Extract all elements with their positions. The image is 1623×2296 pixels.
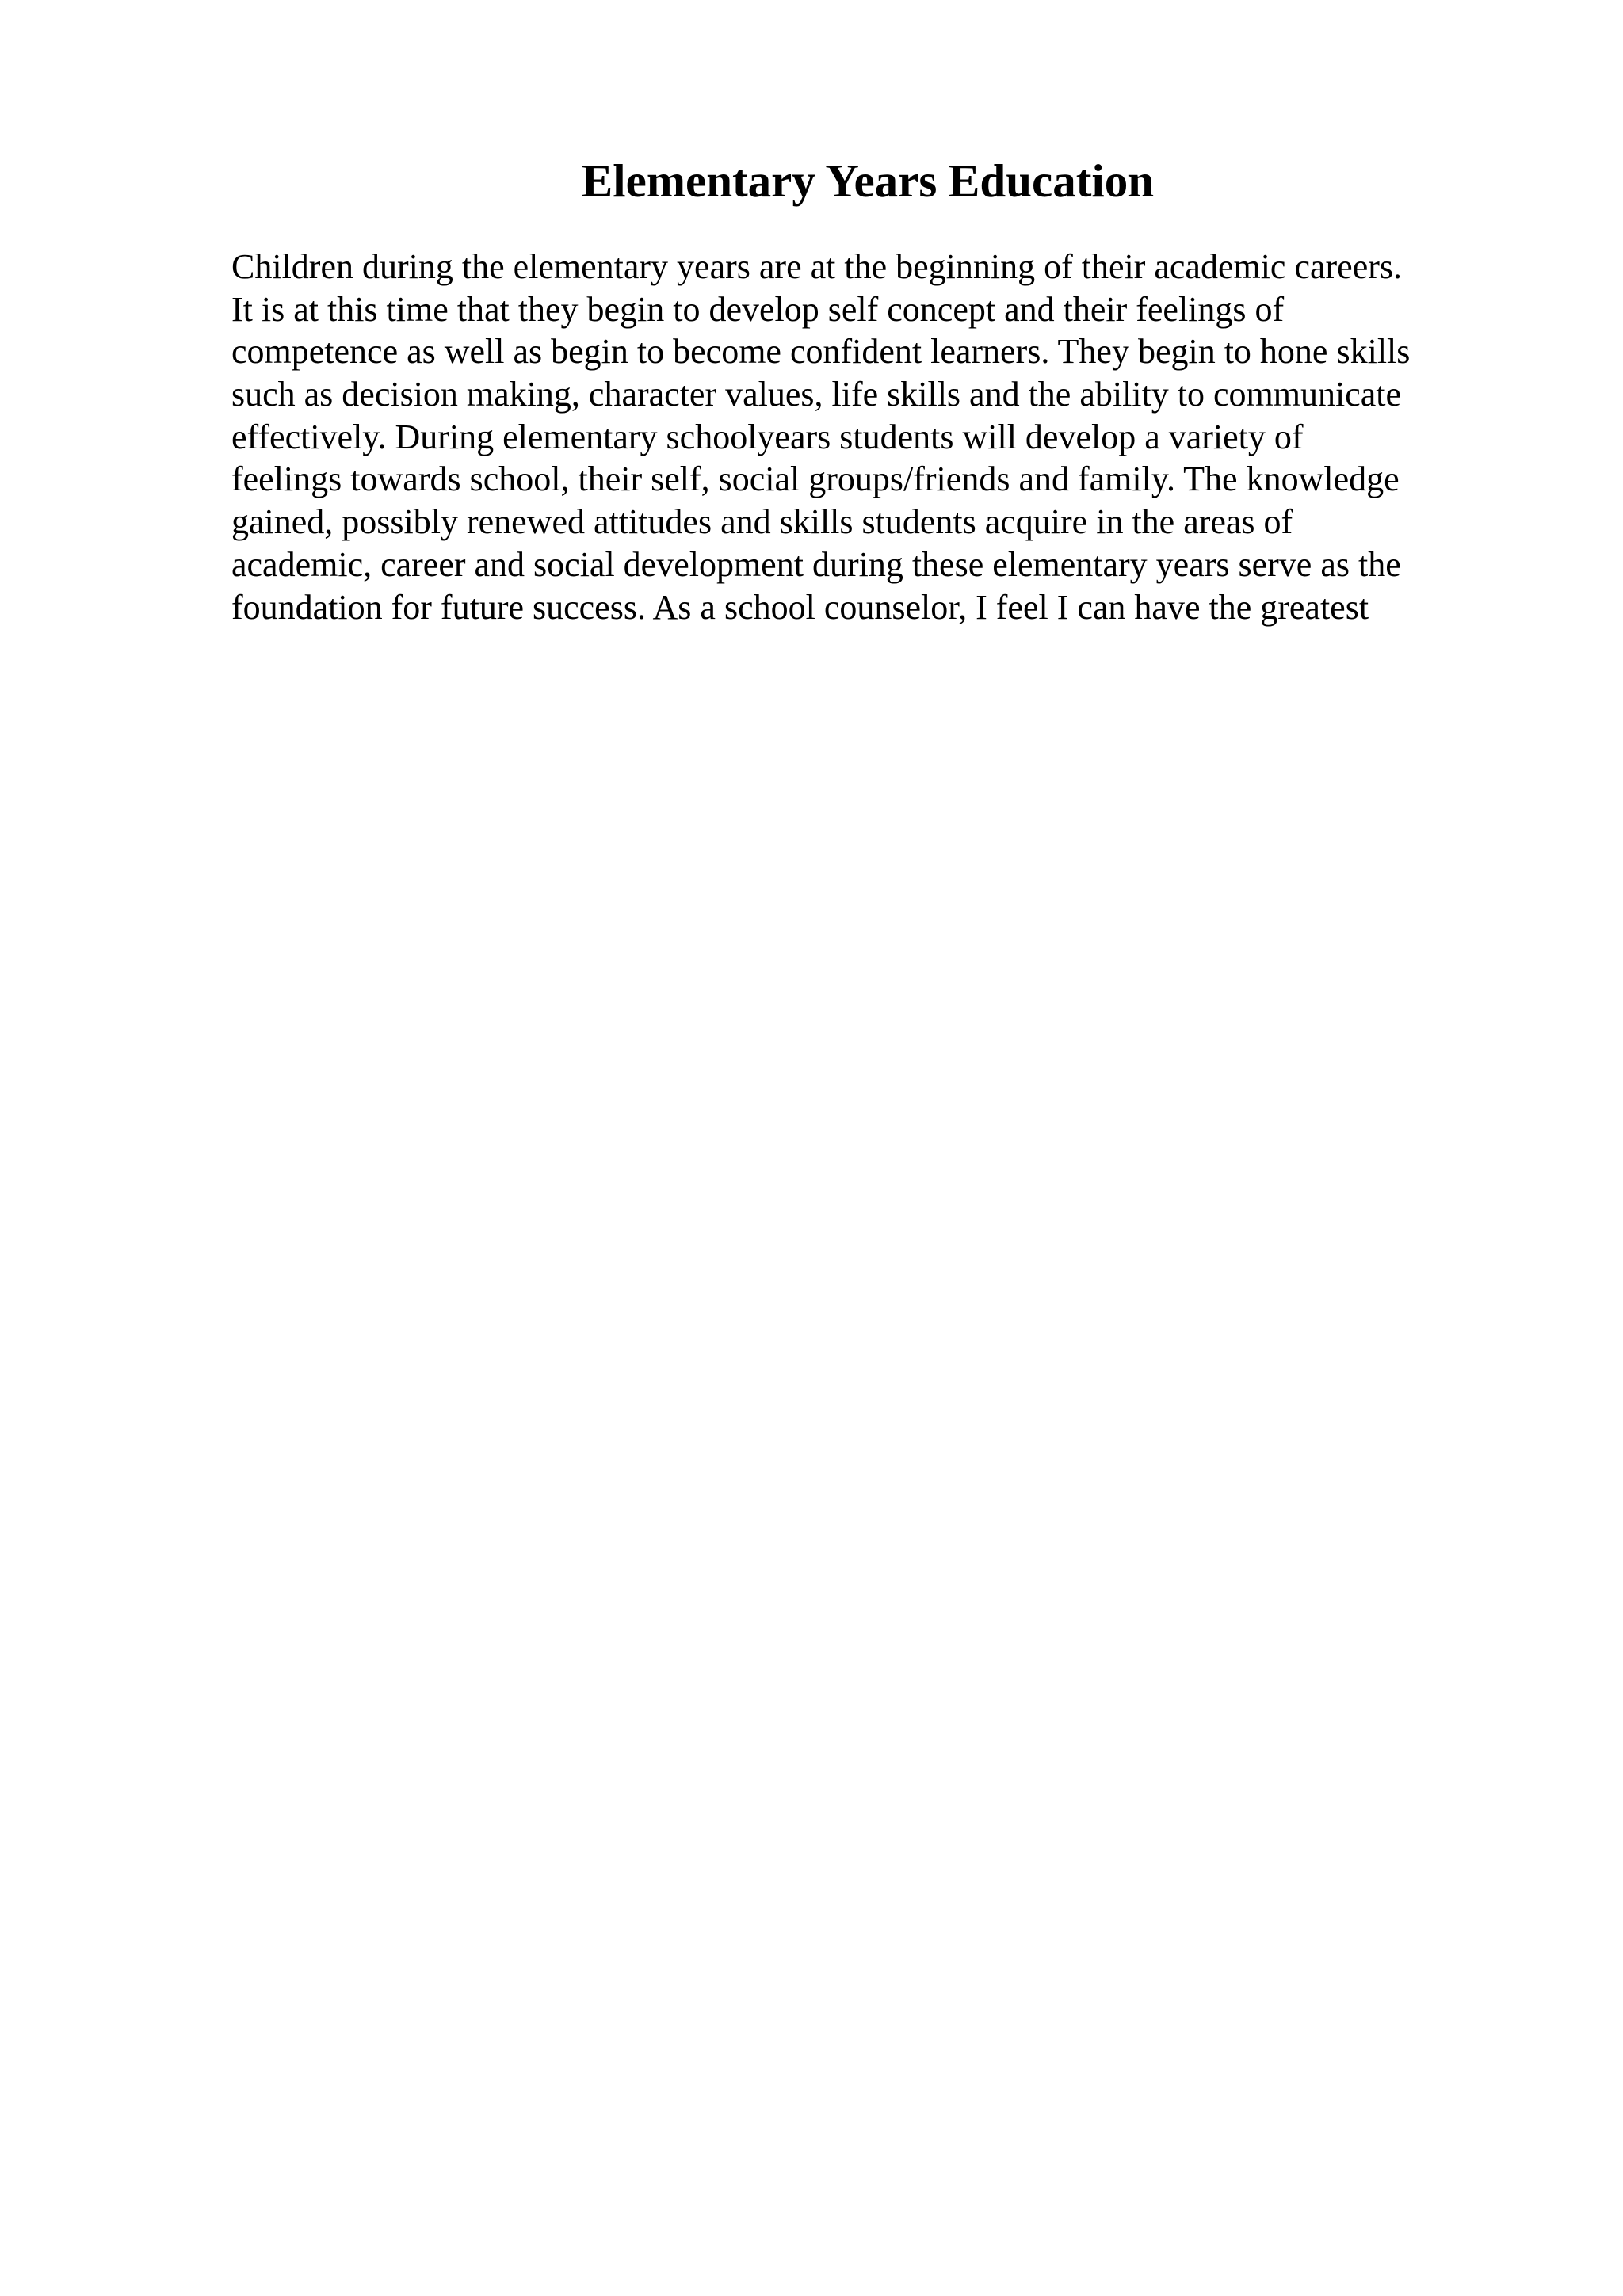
paragraph-line: Children during the elementary years are at the beginning of their academic careers. [231,247,1403,286]
paragraph-line: effectively. During elementary schoolyears students will develop a variety of [231,417,1304,456]
body-paragraph [231,246,1515,628]
paragraph-line: such as decision making, character values, life skills and the ability to communicate [231,375,1401,414]
paragraph-line: competence as well as begin to become confident learners. They begin to hone skills [231,332,1411,372]
paragraph-line: gained, possibly renewed attitudes and skills students acquire in the areas of [231,502,1293,542]
paragraph-line: academic, career and social development during these elementary years serve as the [231,544,1401,584]
document-title: Elementary Years Education [581,154,1155,207]
paragraph-line: foundation for future success. As a school counselor, I feel I can have the greatest [231,587,1369,627]
paragraph-line: feelings towards school, their self, social groups/friends and family. The knowledge [231,460,1400,499]
paragraph-line: It is at this time that they begin to develop self concept and their feelings of [231,289,1285,329]
